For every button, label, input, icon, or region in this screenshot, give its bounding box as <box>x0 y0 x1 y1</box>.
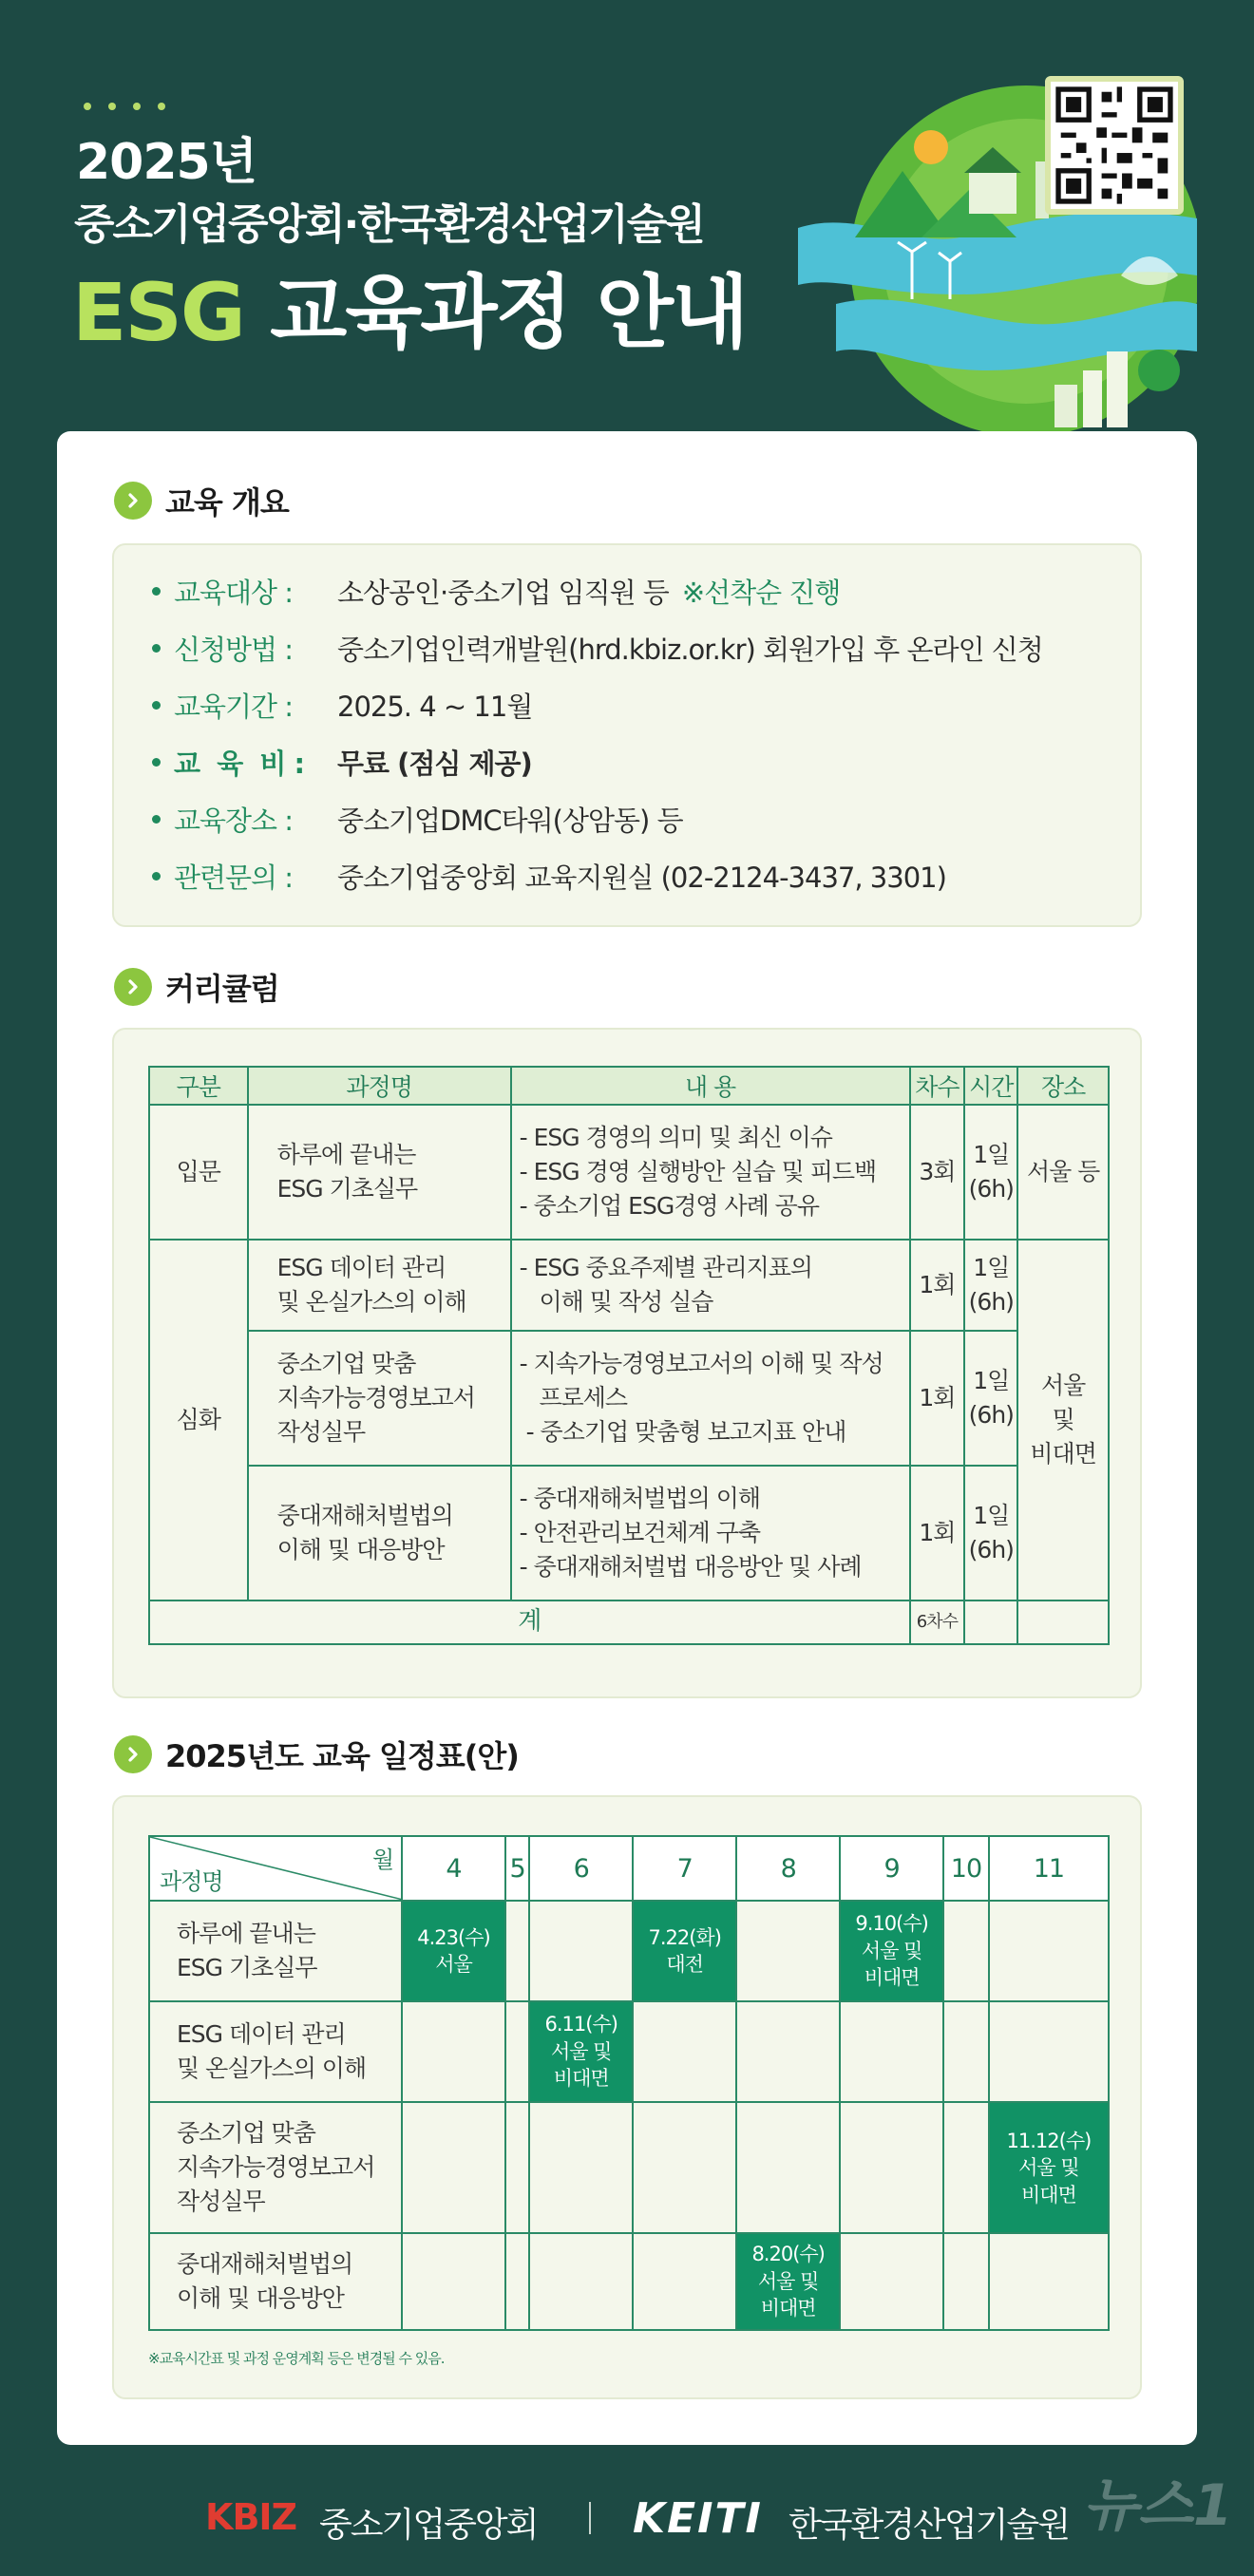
event-text: 6.11(수) 서울 및 비대면 <box>544 2013 618 2091</box>
schedule-footnote: ※교육시간표 및 과정 운영계획 등은 변경될 수 있음. <box>148 2350 445 2367</box>
schedule-cell <box>529 2102 633 2233</box>
place-cell <box>1017 1240 1109 1601</box>
text-line: 및 <box>1052 1405 1074 1433</box>
text-line: 지속가능경영보고서 <box>177 2152 375 2181</box>
title-rest: 교육과정 안내 <box>243 266 748 359</box>
curriculum-heading: 커리큘럼 <box>165 971 279 1007</box>
month-header: 9 <box>840 1836 943 1901</box>
text-line: 이해 및 작성 실습 <box>519 1288 713 1316</box>
table-row <box>149 1466 1109 1601</box>
month-header: 10 <box>943 1836 989 1901</box>
count-cell: 3회 <box>910 1105 965 1240</box>
event-text: 7.22(화) 대전 <box>648 1925 721 1976</box>
content-cell <box>511 1105 910 1240</box>
overview-value: 무료 (점심 제공) <box>337 748 532 780</box>
month-header: 11 <box>989 1836 1109 1901</box>
overview-heading: 교육 개요 <box>165 484 289 521</box>
schedule-cell <box>402 1901 505 2001</box>
time-cell <box>964 1331 1017 1466</box>
schedule-cell <box>633 2233 736 2330</box>
schedule-cell <box>989 2001 1109 2102</box>
organizers-line: 중소기업중앙회·한국환경산업기술원 <box>74 200 704 249</box>
schedule-row <box>149 2102 1109 2233</box>
schedule-row <box>149 2001 1109 2102</box>
text-line: - 중대재해처벌법 대응방안 및 사례 <box>519 1553 862 1582</box>
month-header: 7 <box>633 1836 736 1901</box>
overview-panel <box>112 543 1142 927</box>
schedule-cell <box>943 2102 989 2233</box>
time-cell <box>964 1105 1017 1240</box>
course-name-cell <box>248 1466 511 1601</box>
schedule-cell <box>736 2102 840 2233</box>
bullet <box>152 701 161 710</box>
empty-cell <box>1017 1601 1109 1644</box>
footer-divider <box>589 2502 591 2534</box>
keiti-logo: KEITI <box>633 2494 763 2543</box>
schedule-cell <box>633 2001 736 2102</box>
text-line: 및 온실가스의 이해 <box>177 2055 367 2082</box>
event-text: 11.12(수) 서울 및 비대면 <box>1006 2130 1092 2207</box>
overview-label: 신청방법 : <box>174 634 294 666</box>
schedule-table <box>148 1835 1110 2331</box>
total-label: 계 <box>149 1601 910 1644</box>
text-line: 1일 <box>973 1253 1010 1281</box>
schedule-cell <box>943 2001 989 2102</box>
curriculum-table <box>148 1066 1110 1645</box>
text-line: 하루에 끝내는 <box>276 1140 416 1168</box>
overview-value: 2025. 4 ~ 11월 <box>337 691 533 723</box>
bullet <box>152 872 161 881</box>
text-line: ESG 데이터 관리 <box>276 1253 446 1281</box>
overview-item-venue <box>152 800 683 839</box>
event-text: 8.20(수) 서울 및 비대면 <box>751 2243 825 2320</box>
chevron-right-icon <box>114 482 152 520</box>
bullet <box>152 758 161 767</box>
schedule-cell <box>529 2233 633 2330</box>
schedule-header <box>114 1733 519 1776</box>
schedule-heading: 2025년도 교육 일정표(안) <box>165 1738 519 1774</box>
schedule-cell <box>943 1901 989 2001</box>
schedule-panel <box>112 1795 1142 2399</box>
table-row <box>149 1331 1109 1466</box>
schedule-cell <box>840 2001 943 2102</box>
month-header: 6 <box>529 1836 633 1901</box>
schedule-cell <box>529 2001 633 2102</box>
schedule-course-name <box>149 2001 402 2102</box>
overview-header <box>114 479 289 522</box>
schedule-cell <box>736 2001 840 2102</box>
overview-item-contact <box>152 857 946 896</box>
schedule-course-name <box>149 2233 402 2330</box>
overview-item-apply <box>152 629 1043 668</box>
text-line: 및 온실가스의 이해 <box>276 1288 466 1316</box>
schedule-cell <box>402 2001 505 2102</box>
text-line: 작성실무 <box>177 2188 265 2216</box>
text-line: (6h) <box>968 1536 1014 1563</box>
time-cell <box>964 1466 1017 1601</box>
time-cell <box>964 1240 1017 1331</box>
schedule-cell <box>402 2233 505 2330</box>
column-header: 내 용 <box>511 1067 910 1105</box>
column-header: 과정명 <box>248 1067 511 1105</box>
text-line: 지속가능경영보고서 <box>276 1383 475 1411</box>
text-line: ESG 데이터 관리 <box>177 2019 346 2048</box>
text-line: 작성실무 <box>276 1418 366 1447</box>
text-line: - 안전관리보건체계 구축 <box>519 1518 761 1546</box>
schedule-cell <box>840 2233 943 2330</box>
text-line: 이해 및 대응방안 <box>177 2284 344 2312</box>
decor-dots <box>84 103 165 110</box>
overview-value: 중소기업인력개발원(hrd.kbiz.or.kr) 회원가입 후 온라인 신청 <box>337 634 1043 666</box>
schedule-cell <box>402 2102 505 2233</box>
schedule-cell <box>505 2233 529 2330</box>
text-line: 프로세스 <box>519 1383 628 1411</box>
footer <box>0 2489 1254 2546</box>
text-line: ESG 기초실무 <box>276 1175 418 1203</box>
text-line: (6h) <box>968 1288 1014 1316</box>
category-cell: 심화 <box>149 1240 248 1601</box>
month-header: 4 <box>402 1836 505 1901</box>
table-header-row <box>149 1067 1109 1105</box>
schedule-cell <box>989 2102 1109 2233</box>
text-line: (6h) <box>968 1401 1014 1429</box>
schedule-cell <box>505 1901 529 2001</box>
schedule-cell <box>943 2233 989 2330</box>
bullet <box>152 815 161 824</box>
table-total-row <box>149 1601 1109 1644</box>
schedule-cell <box>633 2102 736 2233</box>
text-line: - 지속가능경영보고서의 이해 및 작성 <box>519 1349 884 1377</box>
content-cell <box>511 1466 910 1601</box>
qr-code-pattern <box>1051 82 1178 209</box>
text-line: - ESG 중요주제별 관리지표의 <box>519 1253 813 1281</box>
schedule-row <box>149 2233 1109 2330</box>
table-header-row <box>149 1836 1109 1901</box>
text-line: 중대재해처벌법의 <box>177 2249 353 2278</box>
keiti-name: 한국환경산업기술원 <box>788 2506 1069 2545</box>
schedule-course-name <box>149 2102 402 2233</box>
text-line: ESG 기초실무 <box>177 1954 317 1981</box>
total-count: 6차수 <box>910 1601 965 1644</box>
corner-course-label: 과정명 <box>160 1868 223 1895</box>
qr-code[interactable] <box>1045 76 1184 215</box>
news1-watermark: 뉴스1 <box>1083 2472 1233 2539</box>
text-line: (6h) <box>968 1175 1014 1203</box>
empty-cell <box>964 1601 1017 1644</box>
overview-item-fee <box>152 743 532 782</box>
year-label: 2025년 <box>76 134 256 191</box>
text-line: 비대면 <box>1030 1440 1096 1468</box>
overview-label: 교육대상 : <box>174 577 294 609</box>
column-header: 차수 <box>910 1067 965 1105</box>
curriculum-panel <box>112 1028 1142 1698</box>
schedule-cell <box>989 2233 1109 2330</box>
text-line: 1일 <box>973 1501 1010 1529</box>
text-line: - 중소기업 ESG경영 사례 공유 <box>519 1192 819 1221</box>
schedule-cell <box>505 2102 529 2233</box>
column-header: 장소 <box>1017 1067 1109 1105</box>
text-line: - ESG 경영 실행방안 실습 및 피드백 <box>519 1157 877 1185</box>
title-esg: ESG <box>72 266 244 359</box>
schedule-cell <box>840 1901 943 2001</box>
kbiz-logo: KBIZ <box>205 2496 297 2538</box>
page-title <box>72 249 747 364</box>
text-line: - 중대재해처벌법의 이해 <box>519 1484 761 1512</box>
column-header: 시간 <box>964 1067 1017 1105</box>
course-name-cell <box>248 1240 511 1331</box>
schedule-cell <box>840 2102 943 2233</box>
schedule-cell <box>529 1901 633 2001</box>
table-row <box>149 1240 1109 1331</box>
schedule-row <box>149 1901 1109 2001</box>
count-cell: 1회 <box>910 1240 965 1331</box>
overview-label: 교육기간 : <box>174 691 294 723</box>
event-text: 9.10(수) 서울 및 비대면 <box>855 1912 928 1990</box>
place-cell: 서울 등 <box>1017 1105 1109 1240</box>
column-header: 구분 <box>149 1067 248 1105</box>
overview-value: 중소기업중앙회 교육지원실 (02-2124-3437, 3301) <box>337 862 946 894</box>
event-text: 4.23(수) 서울 <box>417 1925 490 1976</box>
curriculum-header <box>114 965 279 1009</box>
corner-month-label: 월 <box>371 1847 393 1873</box>
overview-item-target <box>152 572 840 611</box>
schedule-course-name <box>149 1901 402 2001</box>
overview-note: ※선착순 진행 <box>681 577 841 609</box>
course-name-cell <box>248 1331 511 1466</box>
overview-item-period <box>152 686 532 725</box>
text-line: - 중소기업 맞춤형 보고지표 안내 <box>519 1418 846 1447</box>
category-cell: 입문 <box>149 1105 248 1240</box>
bullet <box>152 644 161 653</box>
month-header: 8 <box>736 1836 840 1901</box>
content-card <box>57 431 1197 2445</box>
schedule-cell <box>505 2001 529 2102</box>
text-line: 1일 <box>973 1366 1010 1394</box>
overview-value: 소상공인·중소기업 임직원 등 <box>337 577 669 609</box>
count-cell: 1회 <box>910 1466 965 1601</box>
count-cell: 1회 <box>910 1331 965 1466</box>
schedule-cell <box>633 1901 736 2001</box>
text-line: 1일 <box>973 1140 1010 1168</box>
overview-label: 교 육 비 : <box>174 748 305 780</box>
text-line: 서울 <box>1040 1371 1086 1399</box>
overview-value: 중소기업DMC타워(상암동) 등 <box>337 805 683 837</box>
schedule-cell <box>736 2233 840 2330</box>
bullet <box>152 587 161 596</box>
content-cell <box>511 1240 910 1331</box>
corner-cell <box>149 1836 402 1901</box>
text-line: 중소기업 맞춤 <box>276 1349 416 1377</box>
text-line: 중소기업 맞춤 <box>177 2118 315 2147</box>
schedule-cell <box>736 1901 840 2001</box>
overview-label: 관련문의 : <box>174 862 294 894</box>
text-line: 하루에 끝내는 <box>177 1919 315 1947</box>
content-cell <box>511 1331 910 1466</box>
text-line: 중대재해처벌법의 <box>276 1501 453 1529</box>
kbiz-name: 중소기업중앙회 <box>319 2506 538 2545</box>
chevron-right-icon <box>114 1735 152 1773</box>
course-name-cell <box>248 1105 511 1240</box>
table-row <box>149 1105 1109 1240</box>
overview-label: 교육장소 : <box>174 805 294 837</box>
schedule-cell <box>989 1901 1109 2001</box>
text-line: 이해 및 대응방안 <box>276 1536 445 1563</box>
chevron-right-icon <box>114 968 152 1006</box>
month-header: 5 <box>505 1836 529 1901</box>
text-line: - ESG 경영의 의미 및 최신 이슈 <box>519 1123 832 1151</box>
